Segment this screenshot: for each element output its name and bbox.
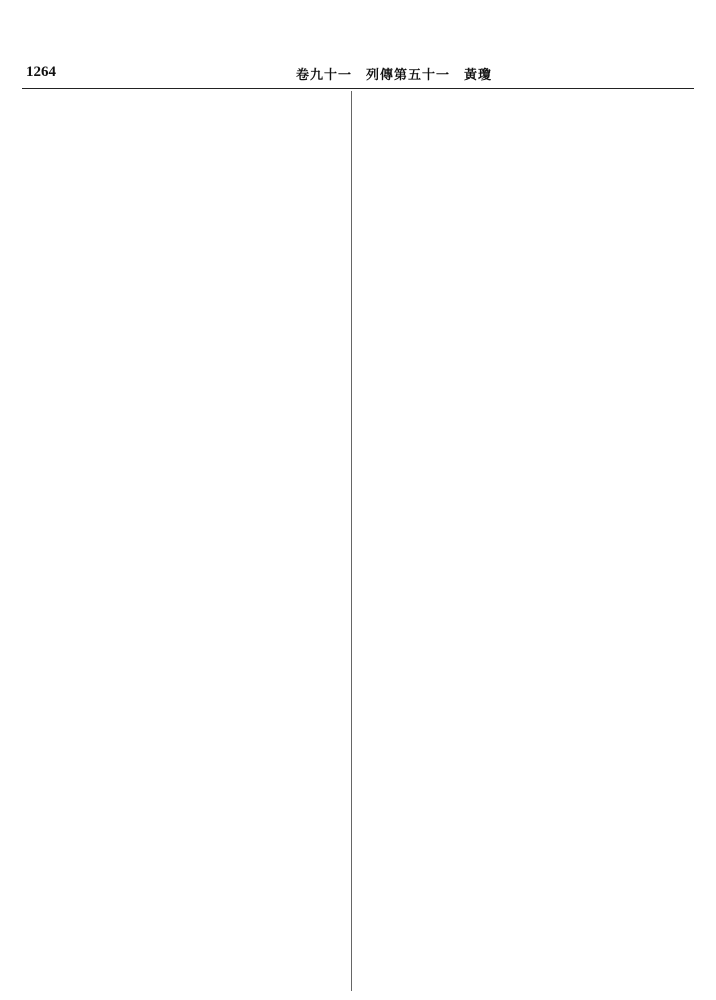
header-rule [22, 88, 694, 89]
page-number: 1264 [26, 64, 56, 80]
column-divider [351, 91, 352, 991]
running-head: 卷九十一 列傳第五十一 黃瓊 [296, 68, 493, 83]
page-header [22, 60, 694, 84]
